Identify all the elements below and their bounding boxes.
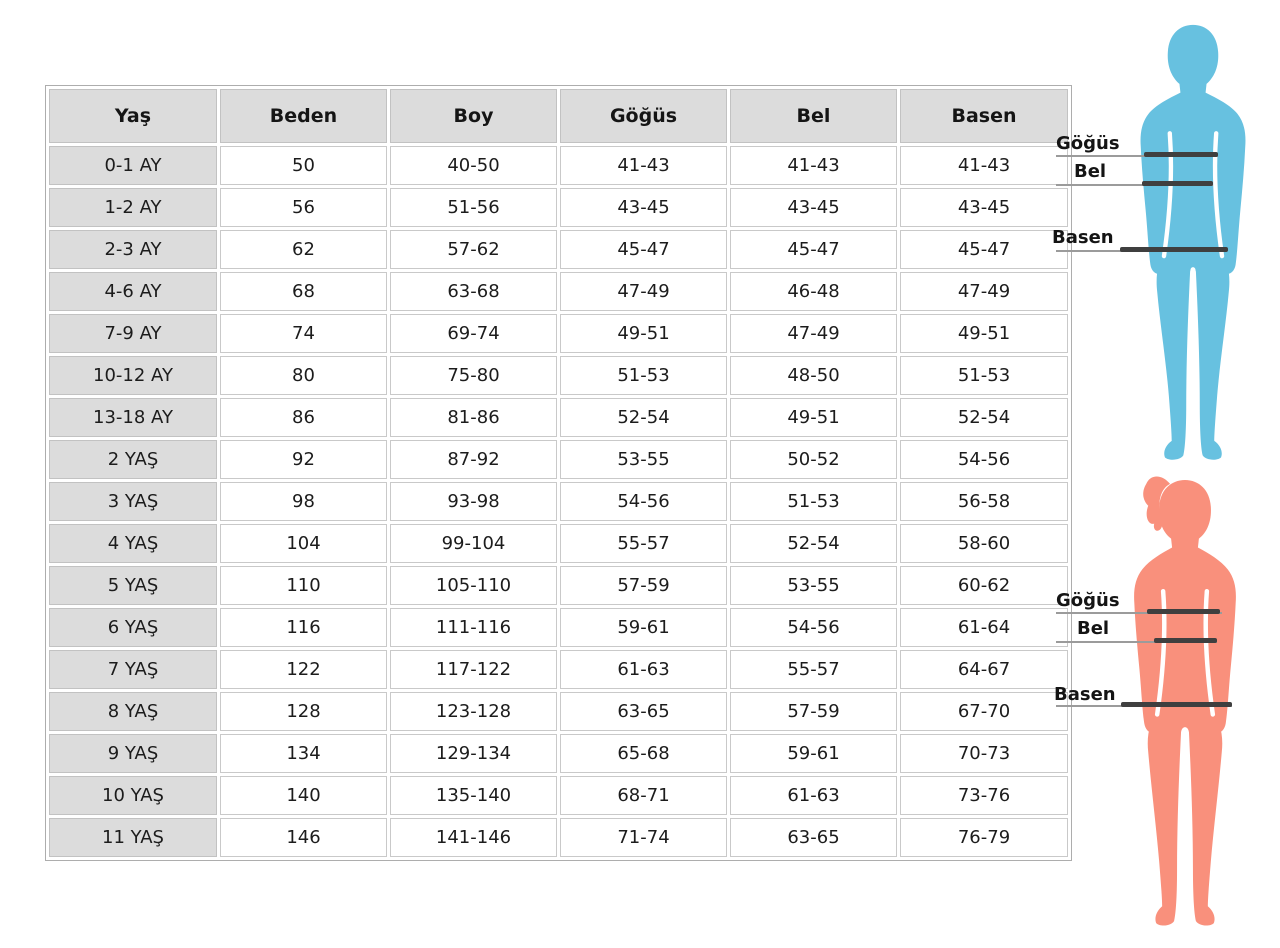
value-cell: 68 (220, 272, 387, 311)
value-cell: 49-51 (730, 398, 897, 437)
value-cell: 56-58 (900, 482, 1068, 521)
row-label-cell: 10 YAŞ (49, 776, 217, 815)
value-cell: 43-45 (730, 188, 897, 227)
value-cell: 59-61 (730, 734, 897, 773)
table-row (49, 272, 1068, 311)
value-cell: 41-43 (560, 146, 727, 185)
value-cell: 80 (220, 356, 387, 395)
value-cell: 129-134 (390, 734, 557, 773)
value-cell: 51-53 (900, 356, 1068, 395)
value-cell: 49-51 (560, 314, 727, 353)
table-row (49, 776, 1068, 815)
value-cell: 71-74 (560, 818, 727, 857)
value-cell: 41-43 (900, 146, 1068, 185)
girl-waist-label: Bel (1077, 618, 1110, 639)
value-cell: 98 (220, 482, 387, 521)
row-label-cell: 9 YAŞ (49, 734, 217, 773)
value-cell: 45-47 (730, 230, 897, 269)
child-chest-label: Göğüs (1056, 133, 1120, 154)
value-cell: 105-110 (390, 566, 557, 605)
girl-waist-measure-line (1154, 638, 1217, 643)
value-cell: 73-76 (900, 776, 1068, 815)
value-cell: 56 (220, 188, 387, 227)
table-row (49, 398, 1068, 437)
value-cell: 122 (220, 650, 387, 689)
table-row (49, 230, 1068, 269)
value-cell: 74 (220, 314, 387, 353)
value-cell: 70-73 (900, 734, 1068, 773)
column-header: Boy (390, 89, 557, 143)
value-cell: 57-62 (390, 230, 557, 269)
row-label-cell: 1-2 AY (49, 188, 217, 227)
value-cell: 54-56 (900, 440, 1068, 479)
value-cell: 48-50 (730, 356, 897, 395)
value-cell: 128 (220, 692, 387, 731)
value-cell: 61-63 (560, 650, 727, 689)
value-cell: 54-56 (730, 608, 897, 647)
table-row (49, 356, 1068, 395)
value-cell: 45-47 (560, 230, 727, 269)
value-cell: 123-128 (390, 692, 557, 731)
value-cell: 86 (220, 398, 387, 437)
value-cell: 50-52 (730, 440, 897, 479)
value-cell: 58-60 (900, 524, 1068, 563)
column-header: Göğüs (560, 89, 727, 143)
value-cell: 54-56 (560, 482, 727, 521)
table-row (49, 692, 1068, 731)
value-cell: 49-51 (900, 314, 1068, 353)
value-cell: 57-59 (560, 566, 727, 605)
row-label-cell: 4 YAŞ (49, 524, 217, 563)
child-leg-gap (1192, 270, 1193, 452)
value-cell: 60-62 (900, 566, 1068, 605)
value-cell: 81-86 (390, 398, 557, 437)
child-hip-measure-line (1120, 247, 1228, 252)
table-row (49, 146, 1068, 185)
table-row (49, 818, 1068, 857)
value-cell: 75-80 (390, 356, 557, 395)
value-cell: 52-54 (900, 398, 1068, 437)
row-label-cell: 0-1 AY (49, 146, 217, 185)
girl-chest-measure-line (1147, 609, 1220, 614)
column-header: Yaş (49, 89, 217, 143)
table-row (49, 524, 1068, 563)
row-label-cell: 5 YAŞ (49, 566, 217, 605)
row-label-cell: 7 YAŞ (49, 650, 217, 689)
girl-hip-label: Basen (1054, 684, 1116, 705)
girl-hip-measure-line (1121, 702, 1232, 707)
table-row (49, 482, 1068, 521)
value-cell: 47-49 (730, 314, 897, 353)
value-cell: 61-63 (730, 776, 897, 815)
value-cell: 57-59 (730, 692, 897, 731)
row-label-cell: 11 YAŞ (49, 818, 217, 857)
value-cell: 134 (220, 734, 387, 773)
value-cell: 110 (220, 566, 387, 605)
value-cell: 104 (220, 524, 387, 563)
value-cell: 47-49 (560, 272, 727, 311)
value-cell: 59-61 (560, 608, 727, 647)
size-table-header-row (49, 89, 1068, 143)
table-row (49, 188, 1068, 227)
value-cell: 141-146 (390, 818, 557, 857)
value-cell: 47-49 (900, 272, 1068, 311)
value-cell: 53-55 (730, 566, 897, 605)
value-cell: 41-43 (730, 146, 897, 185)
child-waist-label: Bel (1074, 161, 1107, 182)
value-cell: 55-57 (730, 650, 897, 689)
table-row (49, 608, 1068, 647)
row-label-cell: 10-12 AY (49, 356, 217, 395)
row-label-cell: 8 YAŞ (49, 692, 217, 731)
row-label-cell: 4-6 AY (49, 272, 217, 311)
value-cell: 46-48 (730, 272, 897, 311)
value-cell: 63-65 (730, 818, 897, 857)
value-cell: 116 (220, 608, 387, 647)
value-cell: 52-54 (560, 398, 727, 437)
row-label-cell: 2-3 AY (49, 230, 217, 269)
value-cell: 99-104 (390, 524, 557, 563)
value-cell: 67-70 (900, 692, 1068, 731)
child-body-silhouette (1118, 22, 1268, 467)
value-cell: 69-74 (390, 314, 557, 353)
child-waist-measure-line (1142, 181, 1213, 186)
value-cell: 43-45 (900, 188, 1068, 227)
value-cell: 68-71 (560, 776, 727, 815)
row-label-cell: 13-18 AY (49, 398, 217, 437)
value-cell: 45-47 (900, 230, 1068, 269)
value-cell: 51-53 (730, 482, 897, 521)
column-header: Basen (900, 89, 1068, 143)
girl-leg-gap (1183, 730, 1185, 919)
row-label-cell: 6 YAŞ (49, 608, 217, 647)
girl-chest-label: Göğüs (1056, 590, 1120, 611)
size-table-body (49, 146, 1068, 857)
table-row (49, 566, 1068, 605)
value-cell: 117-122 (390, 650, 557, 689)
table-row (49, 314, 1068, 353)
value-cell: 135-140 (390, 776, 557, 815)
value-cell: 62 (220, 230, 387, 269)
value-cell: 146 (220, 818, 387, 857)
row-label-cell: 3 YAŞ (49, 482, 217, 521)
column-header: Beden (220, 89, 387, 143)
value-cell: 63-65 (560, 692, 727, 731)
value-cell: 43-45 (560, 188, 727, 227)
table-row (49, 440, 1068, 479)
value-cell: 50 (220, 146, 387, 185)
value-cell: 52-54 (730, 524, 897, 563)
table-row (49, 650, 1068, 689)
child-chest-measure-line (1144, 152, 1218, 157)
value-cell: 53-55 (560, 440, 727, 479)
value-cell: 63-68 (390, 272, 557, 311)
value-cell: 61-64 (900, 608, 1068, 647)
child-hip-label: Basen (1052, 227, 1114, 248)
value-cell: 111-116 (390, 608, 557, 647)
value-cell: 93-98 (390, 482, 557, 521)
value-cell: 51-56 (390, 188, 557, 227)
value-cell: 65-68 (560, 734, 727, 773)
column-header: Bel (730, 89, 897, 143)
value-cell: 51-53 (560, 356, 727, 395)
value-cell: 40-50 (390, 146, 557, 185)
value-cell: 92 (220, 440, 387, 479)
value-cell: 64-67 (900, 650, 1068, 689)
size-table (45, 85, 1072, 861)
row-label-cell: 2 YAŞ (49, 440, 217, 479)
value-cell: 140 (220, 776, 387, 815)
value-cell: 55-57 (560, 524, 727, 563)
value-cell: 76-79 (900, 818, 1068, 857)
value-cell: 87-92 (390, 440, 557, 479)
row-label-cell: 7-9 AY (49, 314, 217, 353)
table-row (49, 734, 1068, 773)
